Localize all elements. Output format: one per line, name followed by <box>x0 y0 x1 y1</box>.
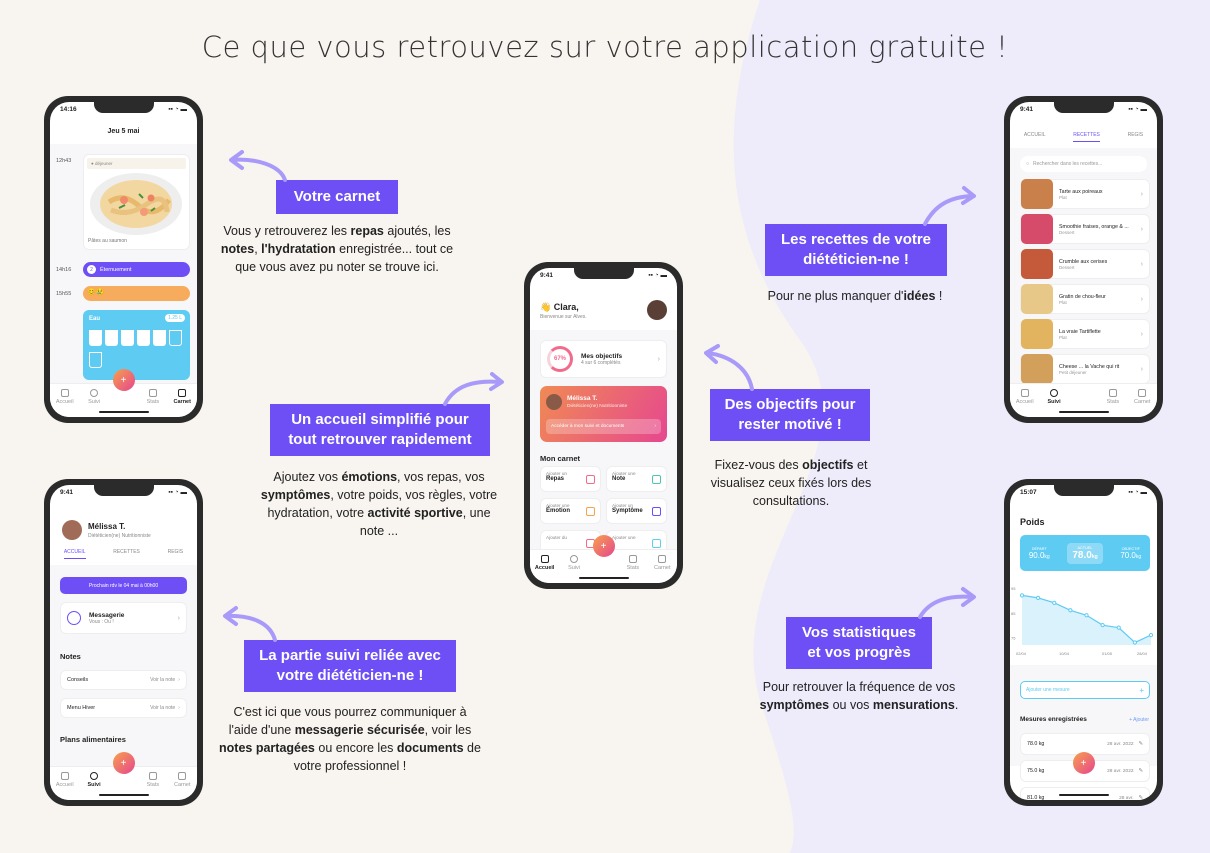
add-measure-link[interactable]: + Ajouter <box>1129 717 1149 723</box>
event-symptom[interactable] <box>83 262 190 277</box>
recipe-type: Dessert <box>1059 264 1075 270</box>
water-glasses <box>89 330 182 346</box>
note-link[interactable]: Voir la note <box>150 677 176 683</box>
desc-accueil: Ajoutez vos émotions, vos repas, vos symptômes, votre poids, vos règles, votre hydratation, votre activité sportive, une note ... <box>260 470 498 538</box>
plans-title: Plans alimentaires <box>60 735 126 744</box>
edit-pencil-icon[interactable]: ✎ <box>1138 795 1143 800</box>
status-time: 9:41 <box>60 489 74 496</box>
tab-accueil[interactable]: Accueil <box>533 555 557 571</box>
measure-value: 78.0 kg <box>1027 741 1045 747</box>
avatar[interactable] <box>647 300 667 320</box>
tab-stats[interactable]: Stats <box>141 389 165 405</box>
chat-icon <box>1050 389 1058 397</box>
tab-accueil[interactable]: Accueil <box>1013 389 1037 405</box>
recipe-item[interactable] <box>1020 284 1150 314</box>
symptom-label: Éternuement <box>100 266 132 273</box>
measure-date: 28 avr. 2022 <box>1107 768 1134 774</box>
chart-area <box>1022 595 1151 645</box>
tile-icon <box>652 507 661 516</box>
dietitian-cta-button[interactable]: Accéder à mon suivi et documents › <box>546 419 661 434</box>
chart-point <box>1020 594 1023 597</box>
recipe-name: Gratin de chou-fleur <box>1059 293 1106 300</box>
status-time: 9:41 <box>1020 106 1034 113</box>
chevron-right-icon: › <box>657 355 660 363</box>
recettes-tabs <box>1010 132 1157 142</box>
stats-icon <box>149 772 157 780</box>
recipe-item[interactable] <box>1020 354 1150 384</box>
status-time: 9:41 <box>540 272 554 279</box>
label-accueil: Un accueil simplifié pour tout retrouver rapidement <box>270 404 490 456</box>
weight-actuel: ACTUEL 78.0kg <box>1067 543 1102 564</box>
tab-stats[interactable]: Stats <box>621 555 645 571</box>
recipe-item[interactable] <box>1020 319 1150 349</box>
label-carnet: Votre carnet <box>276 180 398 214</box>
weight-chart <box>1010 579 1157 659</box>
label-suivi: La partie suivi reliée avec votre diététicien-ne ! <box>244 640 456 692</box>
carnet-tile[interactable] <box>540 466 601 492</box>
chevron-right-icon: › <box>1140 365 1143 373</box>
tile-sub: Ajouter un <box>612 503 633 508</box>
tab-stats[interactable]: Stats <box>141 772 165 788</box>
tile-sub: Ajouter du <box>546 535 567 540</box>
y-tick-label: 85 <box>1011 610 1016 616</box>
x-tick-label: 02/04 <box>1016 651 1027 656</box>
event2-time: 15h55 <box>56 291 72 297</box>
tile-icon <box>586 475 595 484</box>
chart-point <box>1149 633 1152 636</box>
tile-sub: Ajouter un <box>546 471 567 476</box>
home-icon <box>1021 389 1029 397</box>
weight-summary <box>1020 535 1150 571</box>
tab-suivi[interactable]: Suivi <box>562 555 586 571</box>
add-fab-button[interactable]: + <box>113 752 135 774</box>
carnet-tile[interactable] <box>540 498 601 524</box>
chat-icon <box>570 555 578 563</box>
meal-time: 12h43 <box>56 158 72 164</box>
messagerie-card[interactable] <box>60 602 187 634</box>
chevron-right-icon: › <box>1140 225 1143 233</box>
measure-date: 28 avr. 2022 <box>1107 741 1134 747</box>
symptom-count-badge: 2 <box>87 265 96 274</box>
tab-stats[interactable]: Stats <box>1101 389 1125 405</box>
recipe-type: Plat <box>1059 299 1067 305</box>
tile-sub: Ajouter une <box>546 503 570 508</box>
chart-point <box>1133 641 1136 644</box>
recipe-photo <box>1021 354 1053 384</box>
recipe-type: Dessert <box>1059 229 1075 235</box>
measure-value: 75.0 kg <box>1027 768 1045 774</box>
tab-carnet[interactable]: Carnet <box>650 555 674 571</box>
phone-accueil <box>524 262 683 589</box>
greeting: 👋 Clara, <box>540 302 579 312</box>
page-headline: Ce que vous retrouvez sur votre application gratuite ! <box>201 30 1009 64</box>
recipe-item[interactable] <box>1020 214 1150 244</box>
note-title: Menu Hiver <box>67 705 96 711</box>
desc-objectifs: Fixez-vous des objectifs et visualisez ceux fixés lors des consultations. <box>710 458 872 508</box>
recipe-item[interactable] <box>1020 249 1150 279</box>
tile-icon <box>652 539 661 548</box>
dietitian-role: Diététicien(ne) Nutritionniste <box>88 533 151 539</box>
measure-value: 81.0 kg <box>1027 795 1045 800</box>
messagerie-title: Messagerie <box>89 611 125 619</box>
carnet-title: Mon carnet <box>540 454 581 463</box>
home-icon <box>61 772 69 780</box>
meal-tag: ● déjeuner <box>87 158 186 169</box>
note-item[interactable]: Conseils Voir la note › <box>60 670 187 690</box>
carnet-tile[interactable] <box>606 466 667 492</box>
add-fab-button[interactable]: + <box>593 535 615 557</box>
x-tick-label: 01/05 <box>1102 651 1113 656</box>
next-appointment-button[interactable]: Prochain rdv le 04 mai à 00h00 <box>60 577 187 594</box>
tile-title: Émotion <box>546 508 570 514</box>
calendar-icon <box>178 389 186 397</box>
tile-icon <box>586 507 595 516</box>
carnet-tile[interactable] <box>606 498 667 524</box>
measures-title: Mesures enregistrées <box>1020 716 1087 723</box>
tab-recettes[interactable]: RECETTES <box>1073 132 1100 142</box>
stats-icon <box>629 555 637 563</box>
tile-title: Symptôme <box>612 508 643 514</box>
weight-objectif: OBJECTIF 70.0kg <box>1120 546 1142 560</box>
status-time: 14:16 <box>60 106 77 113</box>
chevron-right-icon: › <box>1140 330 1143 338</box>
phone-carnet <box>44 96 203 423</box>
status-icons: ▪▪ ◔ ▬ <box>1128 489 1147 496</box>
note-title: Conseils <box>67 677 89 683</box>
status-icons: ▪▪ ◔ ▬ <box>168 489 187 496</box>
edit-pencil-icon[interactable]: ✎ <box>1138 741 1143 747</box>
tab-suivi[interactable]: Suivi <box>1042 389 1066 405</box>
avatar <box>62 520 82 540</box>
label-objectifs: Des objectifs pour rester motivé ! <box>710 389 870 441</box>
tab-regis[interactable]: REGIS <box>1127 132 1144 138</box>
x-tick-label: 28/04 <box>1137 651 1148 656</box>
recipe-item[interactable] <box>1020 179 1150 209</box>
carnet-date: Jeu 5 mai <box>107 128 140 135</box>
suivi-tabs <box>50 549 197 559</box>
recipe-photo <box>1021 214 1053 244</box>
recipe-photo <box>1021 284 1053 314</box>
recipe-type: Petit déjeuner <box>1059 369 1087 375</box>
phone-poids <box>1004 479 1163 806</box>
chat-icon <box>90 389 98 397</box>
stats-icon <box>1109 389 1117 397</box>
recipe-search-input[interactable]: ○ Rechercher dans les recettes... <box>1020 156 1147 172</box>
stats-icon <box>149 389 157 397</box>
objectifs-title: Mes objectifs <box>581 352 623 360</box>
note-item[interactable]: Menu Hiver Voir la note › <box>60 698 187 718</box>
tile-title: Repas <box>546 476 565 482</box>
recipe-type: Plat <box>1059 194 1067 200</box>
water-amount: 1.25 L <box>165 314 185 322</box>
add-measure-button[interactable]: Ajouter une mesure + <box>1020 681 1150 699</box>
chart-point <box>1101 624 1104 627</box>
label-stats: Vos statistiques et vos progrès <box>786 617 932 669</box>
recipe-name: Cheese ... la Vache qui rit <box>1059 363 1120 370</box>
recipe-name: Smoothie fraises, orange & ... <box>1059 223 1129 230</box>
empty-glass-icon[interactable] <box>89 352 102 368</box>
edit-pencil-icon[interactable]: ✎ <box>1138 768 1143 774</box>
chart-point <box>1085 614 1088 617</box>
chart-point <box>1117 626 1120 629</box>
status-icons: ▪▪ ◔ ▬ <box>1128 106 1147 113</box>
tab-carnet[interactable]: Carnet <box>1130 389 1154 405</box>
measure-date: 28 avr. <box>1119 795 1134 800</box>
home-icon <box>61 389 69 397</box>
chevron-right-icon: › <box>177 614 180 622</box>
phone-recettes <box>1004 96 1163 423</box>
desc-stats: Pour retrouver la fréquence de vos symptômes ou vos mensurations. <box>759 680 959 712</box>
objectifs-sub: 4 sur 6 complétés <box>581 359 621 366</box>
status-icons: ▪▪ ◔ ▬ <box>648 272 667 279</box>
welcome-text: Bienvenue sur Alves. <box>540 314 587 320</box>
x-tick-label: 10/04 <box>1059 651 1070 656</box>
tab-carnet[interactable]: Carnet <box>170 772 194 788</box>
status-icons: ▪▪ ◔ ▬ <box>168 106 187 113</box>
chat-bubble-icon <box>67 611 81 625</box>
dietitian-card[interactable] <box>540 386 667 442</box>
messagerie-sub: Vous : Ou ! <box>89 618 114 625</box>
meal-name: Pâtes au saumon <box>88 238 127 244</box>
chat-icon <box>90 772 98 780</box>
tab-suivi[interactable]: Suivi <box>82 389 106 405</box>
y-tick-label: 75 <box>1011 635 1016 641</box>
objectifs-card[interactable] <box>540 340 667 378</box>
tab-recettes[interactable]: RECETTES <box>113 549 140 555</box>
dietitian-name: Mélissa T. <box>88 522 126 531</box>
chart-point <box>1037 596 1040 599</box>
poids-title: Poids <box>1020 517 1045 527</box>
chevron-right-icon: › <box>1140 260 1143 268</box>
status-time: 15:07 <box>1020 489 1037 496</box>
chevron-right-icon: › <box>1140 190 1143 198</box>
water-title: Eau <box>89 316 101 322</box>
meal-photo <box>89 172 184 236</box>
tab-carnet[interactable]: Carnet <box>170 389 194 405</box>
tab-accueil[interactable]: Accueil <box>53 772 77 788</box>
tile-sub: Ajouter une <box>612 535 636 540</box>
water-card[interactable] <box>83 310 190 380</box>
calendar-icon <box>658 555 666 563</box>
weight-depart: DÉPART 90.0kg <box>1028 546 1050 560</box>
chart-point <box>1053 601 1056 604</box>
recipe-photo <box>1021 249 1053 279</box>
recipe-type: Plat <box>1059 334 1067 340</box>
recipe-name: Crumble aux cerises <box>1059 258 1108 265</box>
objectifs-progress-ring: 67% <box>547 346 573 372</box>
desc-recettes: Pour ne plus manquer d'idées ! <box>767 289 943 303</box>
add-fab-button[interactable]: + <box>113 369 135 391</box>
chevron-right-icon: › <box>1140 295 1143 303</box>
tab-regis[interactable]: REGIS <box>167 549 184 555</box>
note-link[interactable]: Voir la note <box>150 705 176 711</box>
chart-point <box>1069 609 1072 612</box>
phone-suivi <box>44 479 203 806</box>
recipe-photo <box>1021 319 1053 349</box>
y-tick-label: 95 <box>1011 585 1016 591</box>
calendar-icon <box>178 772 186 780</box>
tile-title: Note <box>612 476 626 482</box>
recipe-name: La vraie Tartiflette <box>1059 328 1101 335</box>
desc-suivi: C'est ici que vous pourrez communiquer à l'aide d'une messagerie sécurisée, voir les notes partagées ou encore les documents de votre professionnel ! <box>219 705 481 773</box>
plus-icon: + <box>1139 685 1144 695</box>
recipe-name: Tarte aux poireaux <box>1059 188 1103 195</box>
dietitian-role: Diététicien(ne) Nutritionniste <box>567 404 628 409</box>
search-icon: ○ <box>1026 161 1030 167</box>
event1-time: 14h16 <box>56 267 72 273</box>
notes-title: Notes <box>60 652 81 661</box>
meal-card[interactable] <box>83 154 190 250</box>
calendar-icon <box>1138 389 1146 397</box>
recipe-photo <box>1021 179 1053 209</box>
label-recettes: Les recettes de votre diététicien-ne ! <box>765 224 947 276</box>
dietitian-name: Mélissa T. <box>567 395 598 402</box>
desc-carnet: Vous y retrouverez les repas ajoutés, les notes, l'hydratation enregistrée... tout ce que vous avez pu noter se trouve ici. <box>220 224 454 274</box>
tab-suivi[interactable]: Suivi <box>82 772 106 788</box>
home-icon <box>541 555 549 563</box>
dietitian-avatar <box>546 394 562 410</box>
tab-accueil[interactable]: ACCUEIL <box>1023 132 1046 138</box>
tab-accueil[interactable]: Accueil <box>53 389 77 405</box>
tile-icon <box>652 475 661 484</box>
tile-sub: Ajouter une <box>612 471 636 476</box>
add-fab-button[interactable]: + <box>1073 752 1095 774</box>
tab-accueil[interactable]: ACCUEIL <box>64 549 86 559</box>
event-emotion[interactable]: 😊😢 <box>83 286 190 301</box>
